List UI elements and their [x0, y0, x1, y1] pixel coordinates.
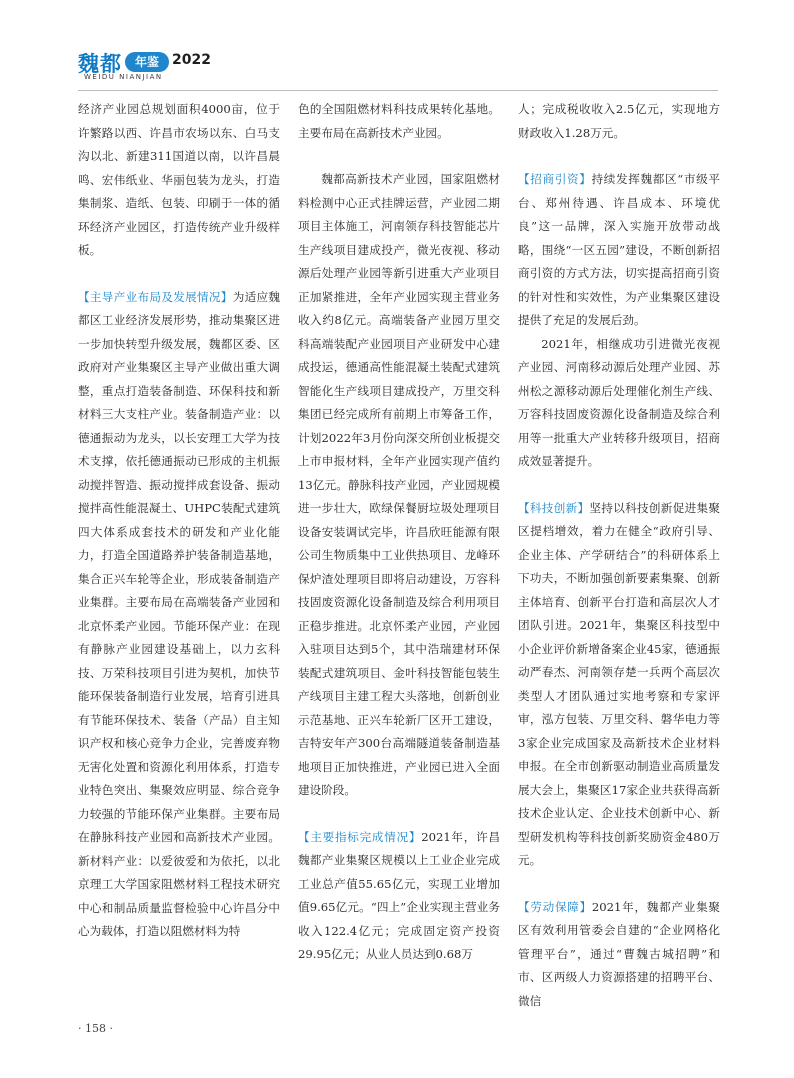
- section-investment: [518, 168, 720, 333]
- column-right: [518, 98, 720, 1013]
- paragraph: 2021年，相继成功引进微光夜视产业园、河南移动源后处理产业园、苏州松之源移动源后处理催化剂生产线、万容科技固废资源化设备制造及综合利用等一批重大产业转移升级项目，招商成效显著提升。: [518, 336, 720, 468]
- paragraph: 魏都高新技术产业园，国家阻燃材料检测中心正式挂牌运营，产业园二期项目主体施工，河南领存科技智能芯片生产线项目建成投产，微光夜视、移动源后处理产业园等新引进重大产业项目正加紧推进，全年产业园实现主营业务收入约8亿元。高端装备产业园万里交科高端装配产业园项目产业研发中心建成投运，德通高性能混凝土装配式建筑智能化生产线项目建成投产，万里交科集团已经完成所有前期上市筹备工作，计划2022年3月份向深交所创业板提交上市申报材料，全年产业园实现产值约13亿元。静脉科技产业园，产业园规模进一步壮大，欧绿保餐厨垃圾处理项目设备安装调试完毕，许昌欣旺能源有限公司生物质集中工业供热项目、龙峰环保炉渣处理项目即将启动建设，万容科技固废资源化设备制造及综合利用项目正稳步推进。北京怀柔产业园，产业园入驻项目达到5个，其中浩瑞建材环保装配式建筑项目、金叶科技智能包装生产线项目主建工程大头落地，创新创业示范基地、正兴车轮新厂区开工建设，吉特安年产300台高端隧道装备制造基地项目正加快推进，产业园已进入全面建设阶段。: [298, 172, 500, 797]
- paragraph: 经济产业园总规划面积4000亩，位于许繁路以西、许昌市农场以东、白马支沟以北、新建311国道以南，以许昌晨鸣、宏伟纸业、华丽包装为龙头，打造集制浆、造纸、包装、印刷于一体的循环经济产业园区，打造传统产业升级样板。: [78, 102, 280, 257]
- paragraph: 色的全国阻燃材料科技成果转化基地。主要布局在高新技术产业园。: [298, 102, 500, 140]
- section-innovation: [518, 497, 720, 873]
- yearbook-header: [78, 48, 278, 88]
- logo-badge-text: 年鉴: [134, 55, 159, 69]
- page-number: · 158 ·: [78, 1022, 113, 1035]
- section-body: 为适应魏都区工业经济发展形势，推动集聚区进一步加快转型升级发展，魏都区委、区政府对产业集聚区主导产业做出重大调整，重点打造装备制造、环保科技和新材料三大支柱产业。装备制造产业：以德通振动为龙头，以长安理工大学为技术支撑，依托德通振动已形成的主机振动搅拌智造、振动搅拌成套设备、振动搅拌高性能混凝土、UHPC装配式建筑四大体系成套技术的研发和产业化能力，打造全国道路养护装备制造基地，集合正兴车轮等企业，形成装备制造产业集群。主要布局在高端装备产业园和北京怀柔产业园。节能环保产业：在现有静脉产业园建设基础上，以力玄科技、万荣科技项目引进为契机，加快节能环保装备制造行业发展，培育引进具有节能环保技术、装备（产品）自主知识产权和核心竞争力企业，完善废弃物无害化处置和资源化利用体系，打造专业特色突出、集聚效应明显、综合竞争力较强的节能环保产业集群。主要布局在静脉科技产业园和高新技术产业园。新材料产业：以爱彼爱和为依托，以北京理工大学国家阻燃材料工程技术研究中心和制品质量监督检验中心许昌分中心为载体，打造以阻燃材料为特: [78, 289, 280, 938]
- column-middle: [298, 98, 500, 967]
- section-body: 2021年，魏都产业集聚区有效利用管委会自建的“企业网格化管理平台”，通过“曹魏古城招聘”和市、区两级人力资源搭建的招聘平台、微信: [518, 899, 720, 1008]
- logo-badge: [125, 52, 169, 72]
- paragraph: 人；完成税收收入2.5亿元，实现地方财政收入1.28万元。: [518, 102, 720, 140]
- section-body: 持续发挥魏都区“市级平台、郑州待遇、许昌成本、环境优良”这一品牌，深入实施开放带动战略，围绕“一区五园”建设，不断创新招商引资的方式方法，切实提高招商引资的针对性和实效性，为产业集聚区建设提供了充足的发展后劲。: [518, 172, 720, 327]
- section-heading: 【主导产业布局及发展情况】: [78, 289, 233, 304]
- section-main-industry: [78, 286, 280, 944]
- section-heading: 【科技创新】: [518, 500, 590, 515]
- logo-subtitle: WEIDU NIANJIAN: [84, 73, 163, 81]
- section-heading: 【主要指标完成情况】: [298, 829, 422, 844]
- section-heading: 【劳动保障】: [518, 899, 592, 914]
- section-body: 坚持以科技创新促进集聚区提档增效，着力在健全“政府引导、企业主体、产学研结合”的科研体系上下功夫，不断加强创新要素集聚、创新主体培育、创新平台打造和高层次人才团队引进。2021年，集聚区科技型中小企业评价新增备案企业45家，德通振动严春杰、河南领存楚一兵两个高层次类型人才团队通过实地考察和专家评审，泓方包装、万里交科、磐华电力等3家企业完成国家及高新技术企业材料申报。在全市创新驱动制造业高质量发展大会上，集聚区17家企业共获得高新技术企业认定、企业技术创新中心、新型研发机构等科技创新奖励资金480万元。: [518, 500, 720, 867]
- logo-year: 2022: [172, 52, 211, 68]
- header-divider: [78, 90, 718, 91]
- logo-text: 魏都: [78, 52, 122, 76]
- section-heading: 【招商引资】: [518, 172, 592, 186]
- section-labor: [518, 896, 720, 1014]
- section-body: 2021年，许昌魏都产业集聚区规模以上工业企业完成工业总产值55.65亿元，实现工业增加值9.65亿元。“四上”企业实现主营业务收入122.4亿元；完成固定资产投资29.95亿元；从业人员达到0.68万: [298, 829, 500, 961]
- section-indicators: [298, 826, 500, 967]
- column-left: [78, 98, 280, 944]
